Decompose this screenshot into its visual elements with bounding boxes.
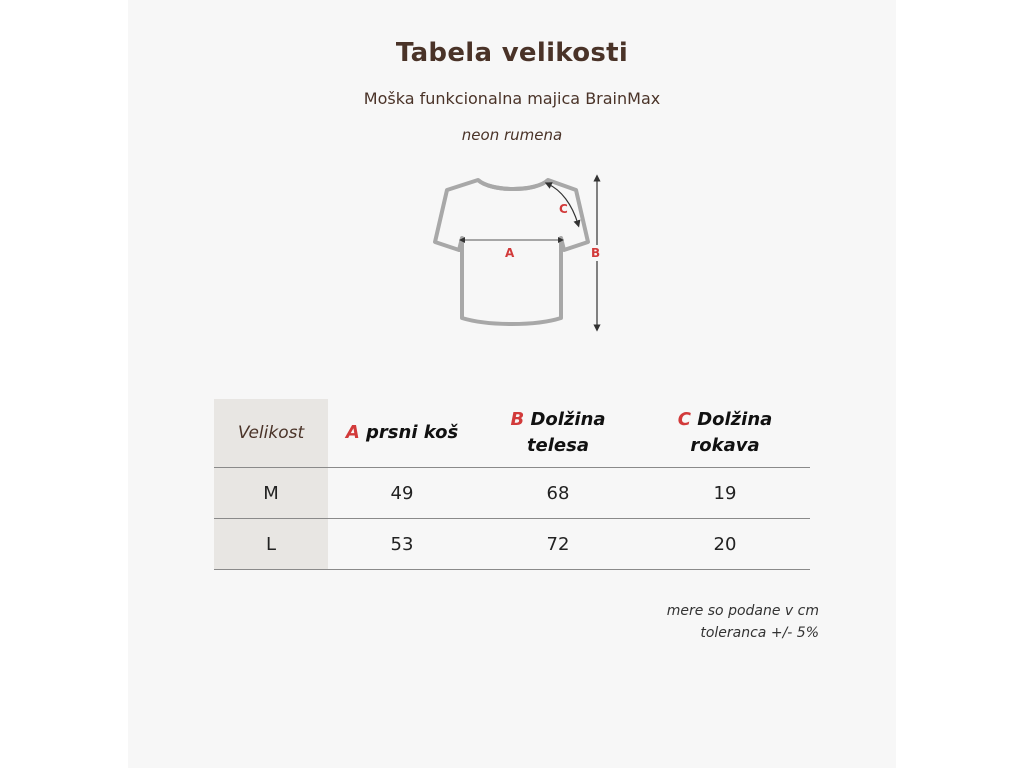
product-name: Moška funkcionalna majica BrainMax xyxy=(363,89,661,108)
product-color: neon rumena xyxy=(461,126,563,144)
label-b: B xyxy=(591,246,601,260)
size-column-header: Velikost xyxy=(214,399,328,467)
tolerance-note: toleranca +/- 5% xyxy=(700,625,819,641)
value-cell-c: 19 xyxy=(713,482,737,504)
column-header-c: C Dolžina rokava xyxy=(677,409,773,456)
column-header-a: A prsni koš xyxy=(345,422,459,443)
column-header-b: B Dolžina telesa xyxy=(510,409,606,456)
label-a: A xyxy=(505,246,515,260)
table-row xyxy=(214,519,810,570)
value-cell-a: 49 xyxy=(390,482,414,504)
size-cell: L xyxy=(214,519,328,569)
table-row xyxy=(214,468,810,519)
size-table xyxy=(214,399,810,570)
size-chart-sheet xyxy=(128,0,896,768)
value-cell-b: 72 xyxy=(546,533,570,555)
size-cell: M xyxy=(214,468,328,518)
label-c: C xyxy=(559,202,568,216)
value-cell-b: 68 xyxy=(546,482,570,504)
page-title: Tabela velikosti xyxy=(395,38,629,68)
table-header-row xyxy=(214,399,810,468)
value-cell-c: 20 xyxy=(713,533,737,555)
value-cell-a: 53 xyxy=(390,533,414,555)
units-note: mere so podane v cm xyxy=(666,603,819,619)
tshirt-diagram xyxy=(416,168,616,338)
